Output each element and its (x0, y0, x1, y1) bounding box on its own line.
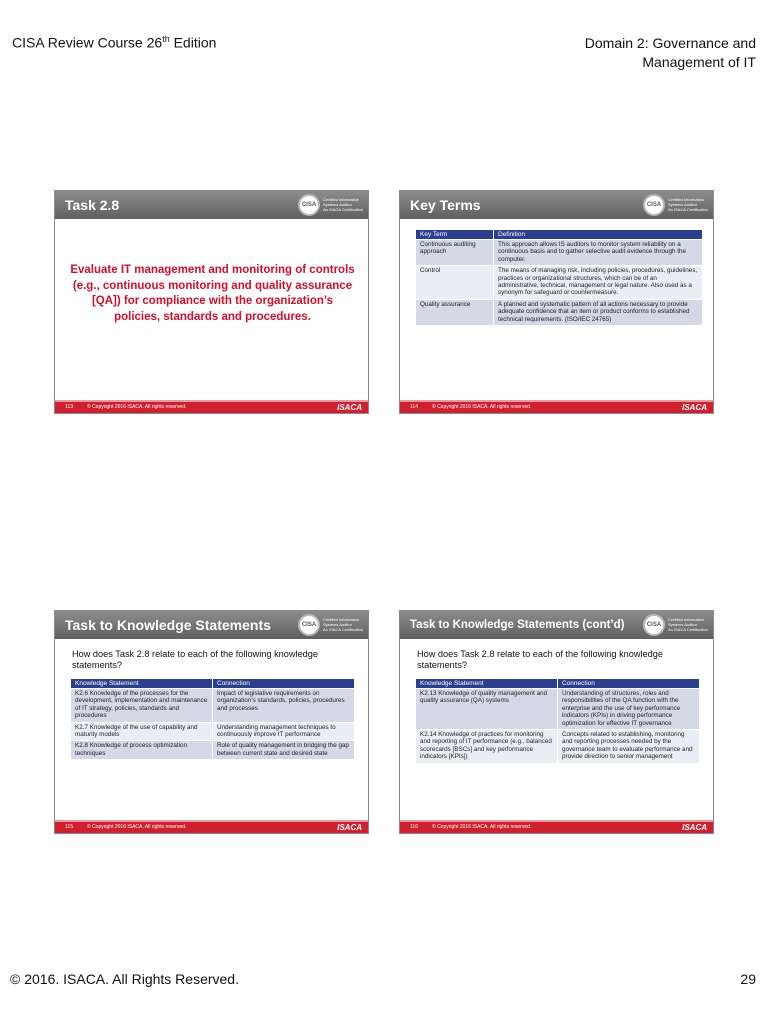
isaca-logo: ISACA (337, 403, 362, 412)
page-footer-copyright: © 2016. ISACA. All Rights Reserved. (10, 971, 239, 987)
column-header: Knowledge Statement (71, 679, 213, 689)
page-header-course-title: CISA Review Course 26th Edition (12, 34, 217, 51)
column-header: Connection (558, 679, 700, 689)
table-row (71, 689, 355, 723)
knowledge-statements-table (70, 678, 355, 760)
slide-copyright: © Copyright 2016 ISACA. All rights reserved. (432, 824, 532, 830)
key-term-cell: Control (416, 266, 494, 300)
connection-cell: Concepts related to establishing, monitoring and reporting processes needed by the governance team to evaluate performance and provide direction to senior management (558, 730, 700, 764)
table-row (416, 266, 703, 300)
connection-cell: Role of quality management in bridging the gap between current state and desired state (213, 741, 355, 760)
cisa-logo: CISA Certified Information Systems Auditor An ISACA Certification (298, 194, 364, 217)
slide-116 (399, 610, 714, 834)
knowledge-statement-cell: K2.6 Knowledge of the processes for the development, implementation and maintenance of IT strategy, policies, standards and procedures (71, 689, 213, 723)
page-number: 29 (740, 971, 756, 987)
connection-cell: Understanding management techniques to continuously improve IT performance (213, 722, 355, 741)
slide-title-bar (55, 611, 368, 639)
slide-title: Task to Knowledge Statements (cont’d) (410, 619, 625, 631)
slide-title-bar (55, 191, 368, 219)
slide-footer (400, 820, 713, 833)
task-statement: Evaluate IT management and monitoring of controls (e.g., continuous monitoring and quality assurance [QA]) for compliance with the organization’s policies, standards and procedures. (70, 264, 355, 323)
definition-cell: This approach allows IS auditors to monitor system reliability on a continuous basis and to gather selective audit evidence through the computer. (494, 240, 703, 266)
table-header-row (416, 230, 703, 240)
knowledge-statement-cell: K2.14 Knowledge of practices for monitoring and reporting of IT performance (e.g., balanced scorecards [BSCs] and key performance indicators [KPIs]) (416, 730, 558, 764)
column-header: Key Term (416, 230, 494, 240)
slide-copyright: © Copyright 2016 ISACA. All rights reserved. (432, 404, 532, 410)
cisa-logo: CISA Certified Information Systems Auditor An ISACA Certification (298, 614, 364, 637)
slide-title: Task to Knowledge Statements (65, 617, 271, 633)
table-row (71, 741, 355, 760)
table-row (416, 730, 700, 764)
table-header-row (71, 679, 355, 689)
column-header: Definition (494, 230, 703, 240)
cisa-logo: CISA Certified Information Systems Auditor An ISACA Certification (643, 194, 709, 217)
slide-number: 115 (65, 824, 73, 830)
connection-cell: Understanding of structures, roles and responsibilities of the QA function with the enterprise and the use of key performance indicators (KPIs) in driving performance optimization for effective IT governance (558, 689, 700, 730)
slide-footer (55, 820, 368, 833)
definition-cell: The means of managing risk, including policies, procedures, guidelines, practices or organizational structures, which can be of an administrative, technical, management or legal nature. Also used as a synonym for safeguard or countermeasure. (494, 266, 703, 300)
key-term-cell: Quality assurance (416, 299, 494, 325)
key-terms-table (415, 229, 703, 326)
slide-copyright: © Copyright 2016 ISACA. All rights reserved. (87, 824, 187, 830)
table-row (416, 299, 703, 325)
knowledge-statements-table (415, 678, 700, 764)
slide-footer (400, 400, 713, 413)
slide-copyright: © Copyright 2016 ISACA. All rights reserved. (87, 404, 187, 410)
slide-title-bar (400, 191, 713, 219)
table-header-row (416, 679, 700, 689)
slide-115 (54, 610, 369, 834)
knowledge-statement-cell: K2.8 Knowledge of process optimization techniques (71, 741, 213, 760)
slide-number: 116 (410, 824, 418, 830)
page-header-domain-line1: Domain 2: Governance and (584, 35, 756, 51)
slide-114 (399, 190, 714, 414)
slide-title: Key Terms (410, 197, 481, 213)
column-header: Connection (213, 679, 355, 689)
cisa-logo: CISA Certified Information Systems Auditor An ISACA Certification (643, 614, 709, 637)
slide-question: How does Task 2.8 relate to each of the following knowledge statements? (72, 649, 319, 670)
column-header: Knowledge Statement (416, 679, 558, 689)
connection-cell: Impact of legislative requirements on organization’s standards, policies, procedures and processes (213, 689, 355, 723)
table-row (71, 722, 355, 741)
isaca-logo: ISACA (682, 403, 707, 412)
page-header-domain (526, 34, 756, 72)
slide-number: 113 (65, 404, 73, 410)
knowledge-statement-cell: K2.13 Knowledge of quality management and quality assurance (QA) systems (416, 689, 558, 730)
knowledge-statement-cell: K2.7 Knowledge of the use of capability and maturity models (71, 722, 213, 741)
slide-title: Task 2.8 (65, 197, 120, 213)
isaca-logo: ISACA (337, 823, 362, 832)
definition-cell: A planned and systematic pattern of all actions necessary to provide adequate confidence that an item or product conforms to established technical requirements. (ISO/IEC 24765) (494, 299, 703, 325)
table-row (416, 240, 703, 266)
key-term-cell: Continuous auditing approach (416, 240, 494, 266)
slide-question: How does Task 2.8 relate to each of the following knowledge statements? (417, 649, 664, 670)
isaca-logo: ISACA (682, 823, 707, 832)
slide-footer (55, 400, 368, 413)
page-header-domain-line2: Management of IT (642, 54, 756, 70)
table-row (416, 689, 700, 730)
slide-title-bar (400, 611, 713, 639)
slide-113 (54, 190, 369, 414)
slide-number: 114 (410, 404, 418, 410)
